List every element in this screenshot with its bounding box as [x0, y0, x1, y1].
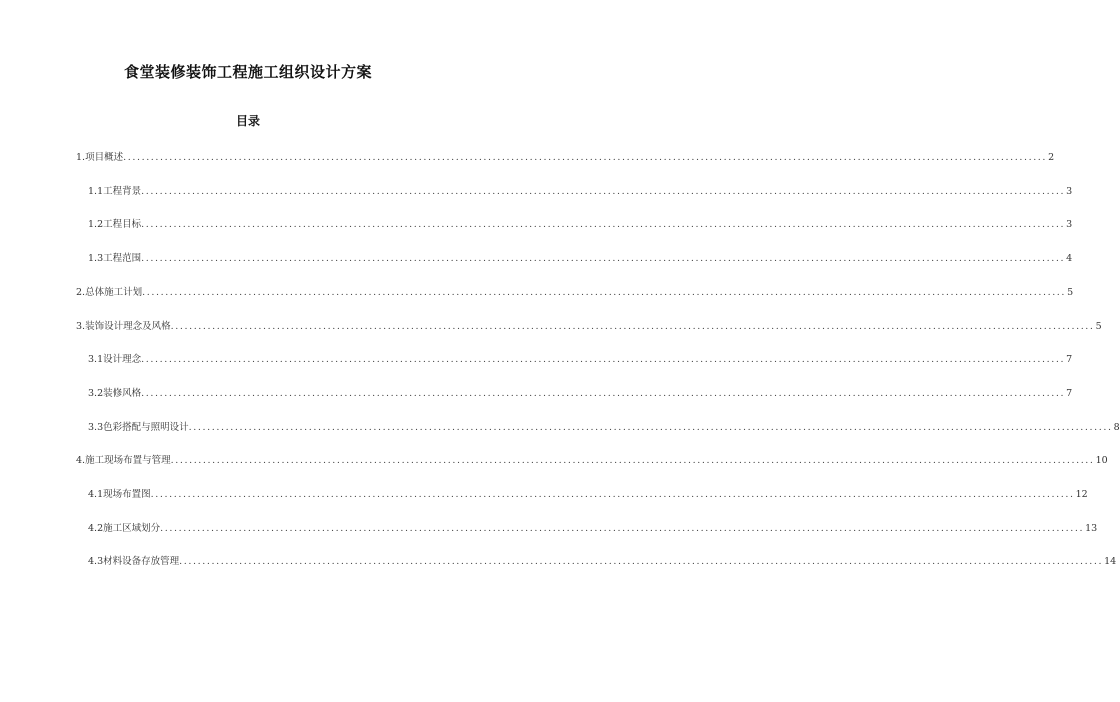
- toc-entry-number: 1.1: [88, 186, 104, 197]
- toc-entry-page-number: 7: [1066, 388, 1073, 399]
- toc-entry-number: 3.3: [88, 422, 104, 433]
- toc-entry-page-number: 10: [1095, 455, 1108, 466]
- toc-entry-number: 4.: [76, 455, 86, 466]
- toc-entry-page-number: 2: [1048, 152, 1055, 163]
- toc-entry-title: 总体施工计划: [85, 287, 143, 298]
- toc-entry-page-number: 12: [1075, 489, 1088, 500]
- toc-entry[interactable]: [76, 285, 1074, 301]
- toc-dot-leader: ........................................................................................................................................................................................................: [188, 422, 1113, 433]
- toc-dot-leader: ........................................................................................................................................................................................................: [141, 186, 1066, 197]
- toc-entry[interactable]: [88, 386, 1073, 402]
- toc-entry[interactable]: [88, 554, 1117, 570]
- toc-entry-title: 色彩搭配与照明设计: [103, 422, 189, 433]
- toc-entry-title: 装修风格: [103, 388, 142, 399]
- toc-entry-page-number: 14: [1104, 556, 1117, 567]
- toc-dot-leader: ........................................................................................................................................................................................................: [141, 253, 1066, 264]
- toc-entry-number: 1.3: [88, 253, 104, 264]
- toc-entry-title: 施工区域划分: [103, 523, 161, 534]
- toc-entry-page-number: 3: [1066, 219, 1073, 230]
- toc-entry-number: 2.: [76, 287, 86, 298]
- toc-dot-leader: ........................................................................................................................................................................................................: [142, 287, 1067, 298]
- toc-dot-leader: ........................................................................................................................................................................................................: [141, 388, 1066, 399]
- toc-entry[interactable]: [76, 453, 1108, 469]
- toc-entry-page-number: 7: [1066, 354, 1073, 365]
- toc-entry-page-number: 3: [1066, 186, 1073, 197]
- toc-entry-number: 1.2: [88, 219, 104, 230]
- toc-entry[interactable]: [88, 521, 1098, 537]
- toc-dot-leader: ........................................................................................................................................................................................................: [179, 556, 1104, 567]
- toc-dot-leader: ........................................................................................................................................................................................................: [170, 455, 1095, 466]
- toc-entry-title: 工程范围: [103, 253, 142, 264]
- toc-entry-title: 工程背景: [103, 186, 142, 197]
- toc-entry-title: 材料设备存放管理: [103, 556, 180, 567]
- toc-heading: 目录: [235, 114, 260, 128]
- toc-entry[interactable]: [88, 420, 1120, 436]
- toc-entry-page-number: 5: [1067, 287, 1074, 298]
- toc-entry[interactable]: [88, 217, 1073, 233]
- toc-dot-leader: ........................................................................................................................................................................................................: [160, 523, 1085, 534]
- toc-dot-leader: ........................................................................................................................................................................................................: [141, 219, 1066, 230]
- toc-dot-leader: ........................................................................................................................................................................................................: [123, 152, 1048, 163]
- toc-entry-number: 3.: [76, 321, 86, 332]
- toc-entry-page-number: 8: [1113, 422, 1120, 433]
- toc-entry-number: 1.: [76, 152, 86, 163]
- toc-entry[interactable]: [88, 251, 1073, 267]
- toc-entry-title: 项目概述: [85, 152, 124, 163]
- document-title: 食堂装修装饰工程施工组织设计方案: [123, 63, 372, 81]
- toc-entry-title: 施工现场布置与管理: [85, 455, 171, 466]
- toc-entry[interactable]: [76, 319, 1102, 335]
- toc-entry-number: 3.2: [88, 388, 104, 399]
- toc-entry-number: 4.3: [88, 556, 104, 567]
- toc-dot-leader: ........................................................................................................................................................................................................: [141, 354, 1066, 365]
- toc-entry-page-number: 13: [1085, 523, 1098, 534]
- toc-entry[interactable]: [88, 352, 1073, 368]
- toc-entry-title: 现场布置图: [103, 489, 151, 500]
- toc-entry[interactable]: [88, 184, 1073, 200]
- toc-entry-page-number: 5: [1095, 321, 1102, 332]
- toc-entry-page-number: 4: [1066, 253, 1073, 264]
- toc-entry-number: 4.1: [88, 489, 104, 500]
- toc-entry-title: 装饰设计理念及风格: [85, 321, 171, 332]
- toc-entry-title: 设计理念: [103, 354, 142, 365]
- toc-dot-leader: ........................................................................................................................................................................................................: [170, 321, 1095, 332]
- toc-entry[interactable]: [88, 487, 1088, 503]
- toc-entry-number: 3.1: [88, 354, 104, 365]
- toc-entry-title: 工程目标: [103, 219, 142, 230]
- toc-entry-number: 4.2: [88, 523, 104, 534]
- toc-dot-leader: ........................................................................................................................................................................................................: [150, 489, 1075, 500]
- toc-entry[interactable]: [76, 150, 1055, 166]
